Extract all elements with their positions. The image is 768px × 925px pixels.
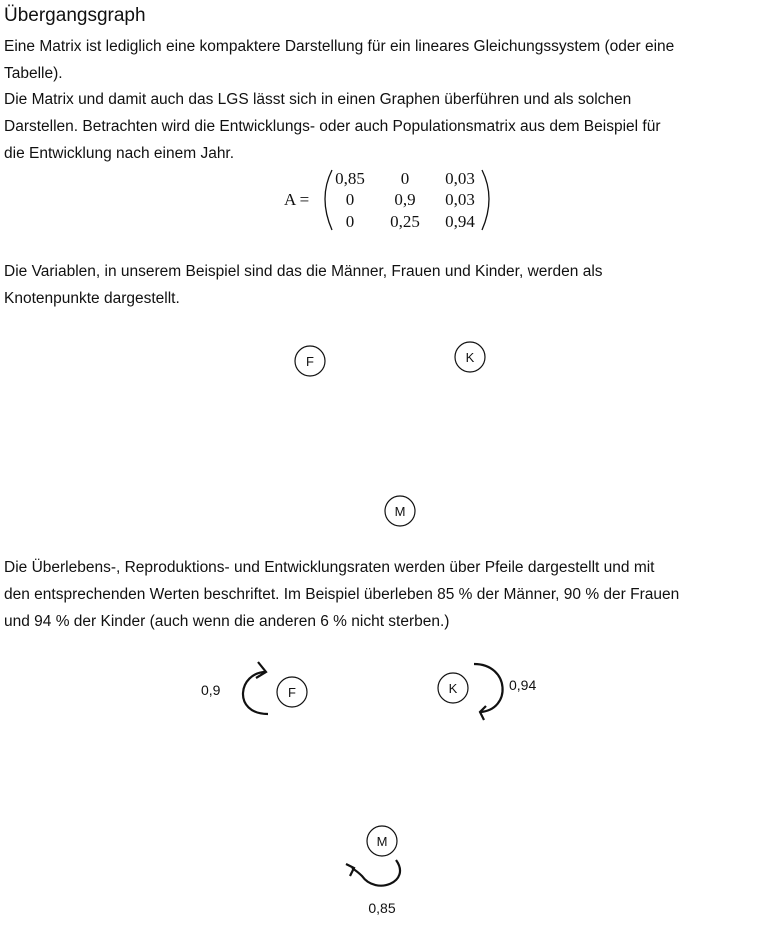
node-label: K [465, 350, 475, 365]
matrix-cell: 0 [345, 212, 355, 231]
text-line: Die Variablen, in unserem Beispiel sind das die Männer, Frauen und Kinder, werden als [4, 263, 603, 280]
text-line: Tabelle). [4, 65, 63, 82]
rates-paragraph [4, 554, 766, 635]
graph-intro-paragraph [4, 86, 766, 167]
node-k [455, 342, 485, 372]
matrix-cell: 0,03 [445, 190, 475, 209]
node-m [367, 826, 397, 856]
left-parenthesis [325, 170, 332, 230]
matrix-cell: 0,94 [445, 212, 475, 231]
node-label: F [288, 685, 296, 700]
self-loop-arrow-k [474, 664, 503, 712]
text-line: Eine Matrix ist lediglich eine kompaktere Darstellung für ein lineares Gleichungssystem (oder eine [4, 38, 675, 55]
matrix-cell: 0,25 [390, 212, 420, 231]
transition-graph [0, 650, 768, 925]
text-line: Knotenpunkte dargestellt. [4, 290, 180, 307]
matrix-cell: 0,85 [335, 169, 365, 188]
text-line: den entsprechenden Werten beschriftet. Im Beispiel überleben 85 % der Männer, 90 % der Frauen [4, 586, 680, 603]
matrix-cell: 0,03 [445, 169, 475, 188]
page-title: Übergangsgraph [4, 5, 146, 26]
text-line: die Entwicklung nach einem Jahr. [4, 145, 235, 162]
rate-label-f: 0,9 [201, 682, 221, 698]
rate-label-m: 0,85 [368, 900, 396, 916]
text-line: Die Matrix und damit auch das LGS lässt sich in einen Graphen überführen und als solchen [4, 91, 632, 108]
node-label: M [394, 504, 406, 519]
rate-label-k: 0,94 [509, 677, 537, 693]
node-label: K [448, 681, 458, 696]
text-line: Die Überlebens-, Reproduktions- und Entwicklungsraten werden über Pfeile dargestellt und mit [4, 559, 655, 576]
intro-paragraph [4, 33, 766, 87]
right-parenthesis [482, 170, 489, 230]
population-matrix [0, 160, 768, 240]
self-loop-arrow-f [243, 672, 268, 714]
arrowhead-k [480, 706, 486, 720]
node-k [438, 673, 468, 703]
matrix-cell: 0,9 [394, 190, 416, 209]
matrix-cell: 0 [400, 169, 410, 188]
arrowhead-m [346, 864, 354, 876]
node-m [385, 496, 415, 526]
node-label: M [376, 834, 388, 849]
node-label: F [306, 354, 314, 369]
arrowhead-f [256, 662, 266, 678]
node-f [277, 677, 307, 707]
node-graph [0, 330, 768, 530]
matrix-label: A = [284, 190, 310, 209]
node-f [295, 346, 325, 376]
variables-paragraph [4, 258, 766, 312]
matrix-cell: 0 [345, 190, 355, 209]
text-line: Darstellen. Betrachten wird die Entwicklungs- oder auch Populationsmatrix aus dem Beispiel für [4, 118, 661, 135]
text-line: und 94 % der Kinder (auch wenn die anderen 6 % nicht sterben.) [4, 613, 450, 630]
self-loop-arrow-m [352, 860, 400, 886]
